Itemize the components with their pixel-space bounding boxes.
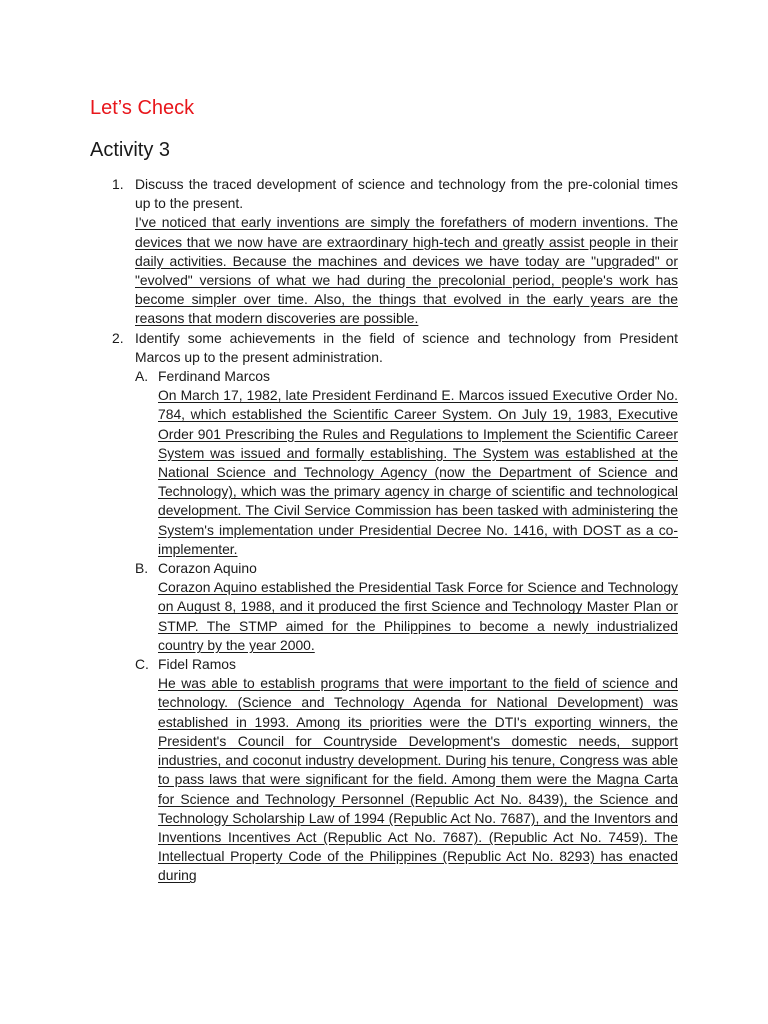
activity-heading: Activity 3: [90, 139, 171, 161]
list-item-1: [112, 175, 678, 329]
sub-item-letter: A.: [135, 368, 149, 385]
answer-text: I've noticed that early inventions are simply the forefathers of modern inventions. The devices that we now have are extraordinary high-tech and greatly assist people in their daily activities. Because the machines and devices we have today are "upgraded" or "evolved" versions of what we had during the precolonial period, people's work has become simpler over time. Also, the things that evolved in the early years are the reasons that modern discoveries are possible.: [135, 214, 678, 327]
sub-item-aquino: [135, 559, 678, 655]
activity-list: [112, 175, 678, 886]
sub-item-marcos: [135, 367, 678, 559]
president-name: Ferdinand Marcos: [158, 368, 270, 385]
sub-item-ramos: [135, 655, 678, 885]
answer-text: On March 17, 1982, late President Ferdinand E. Marcos issued Executive Order No. 784, which established the Scientific Career System. On July 19, 1983, Executive Order 901 Prescribing the Rules and Regulations to Implement the Scientific Career System was issued and formally establishing. The System was established at the National Science and Technology Agency (now the Department of Science and Technology), which was the primary agency in charge of scientific and technological development. The Civil Service Commission has been tasked with administering the System's implementation under Presidential Decree No. 1416, with DOST as a co-implementer.: [158, 387, 678, 557]
president-name: Corazon Aquino: [158, 560, 257, 577]
item-number: 2.: [112, 329, 124, 346]
section-heading: Let’s Check: [90, 97, 195, 119]
sub-item-letter: B.: [135, 560, 149, 577]
question-text: Discuss the traced development of science and technology from the pre-colonial times up to the present.: [135, 176, 678, 212]
president-name: Fidel Ramos: [158, 656, 236, 673]
list-item-2: [112, 329, 678, 886]
item-number: 1.: [112, 176, 124, 192]
answer-text: He was able to establish programs that were important to the field of science and technology. (Science and Technology Agenda for National Development) was established in 1993. Among its priorities were the DTI's exporting winners, the President's Council for Countryside Development's domestic needs, support industries, and coconut industry development. During his tenure, Congress was able to pass laws that were significant for the field. Among them were the Magna Carta for Science and Technology Personnel (Republic Act No. 8439), the Science and Technology Scholarship Law of 1994 (Republic Act No. 7687), and the Inventors and Inventions Incentives Act (Republic Act No. 7687). (Republic Act No. 7459). The Intellectual Property Code of the Philippines (Republic Act No. 8293) has enacted during: [158, 675, 678, 884]
question-text: Identify some achievements in the field of science and technology from President Marcos up to the present administration.: [135, 329, 678, 365]
answer-text: Corazon Aquino established the Presidential Task Force for Science and Technology on August 8, 1988, and it produced the first Science and Technology Master Plan or STMP. The STMP aimed for the Philippines to become a newly industrialized country by the year 2000.: [158, 579, 678, 653]
sub-item-letter: C.: [135, 656, 149, 673]
